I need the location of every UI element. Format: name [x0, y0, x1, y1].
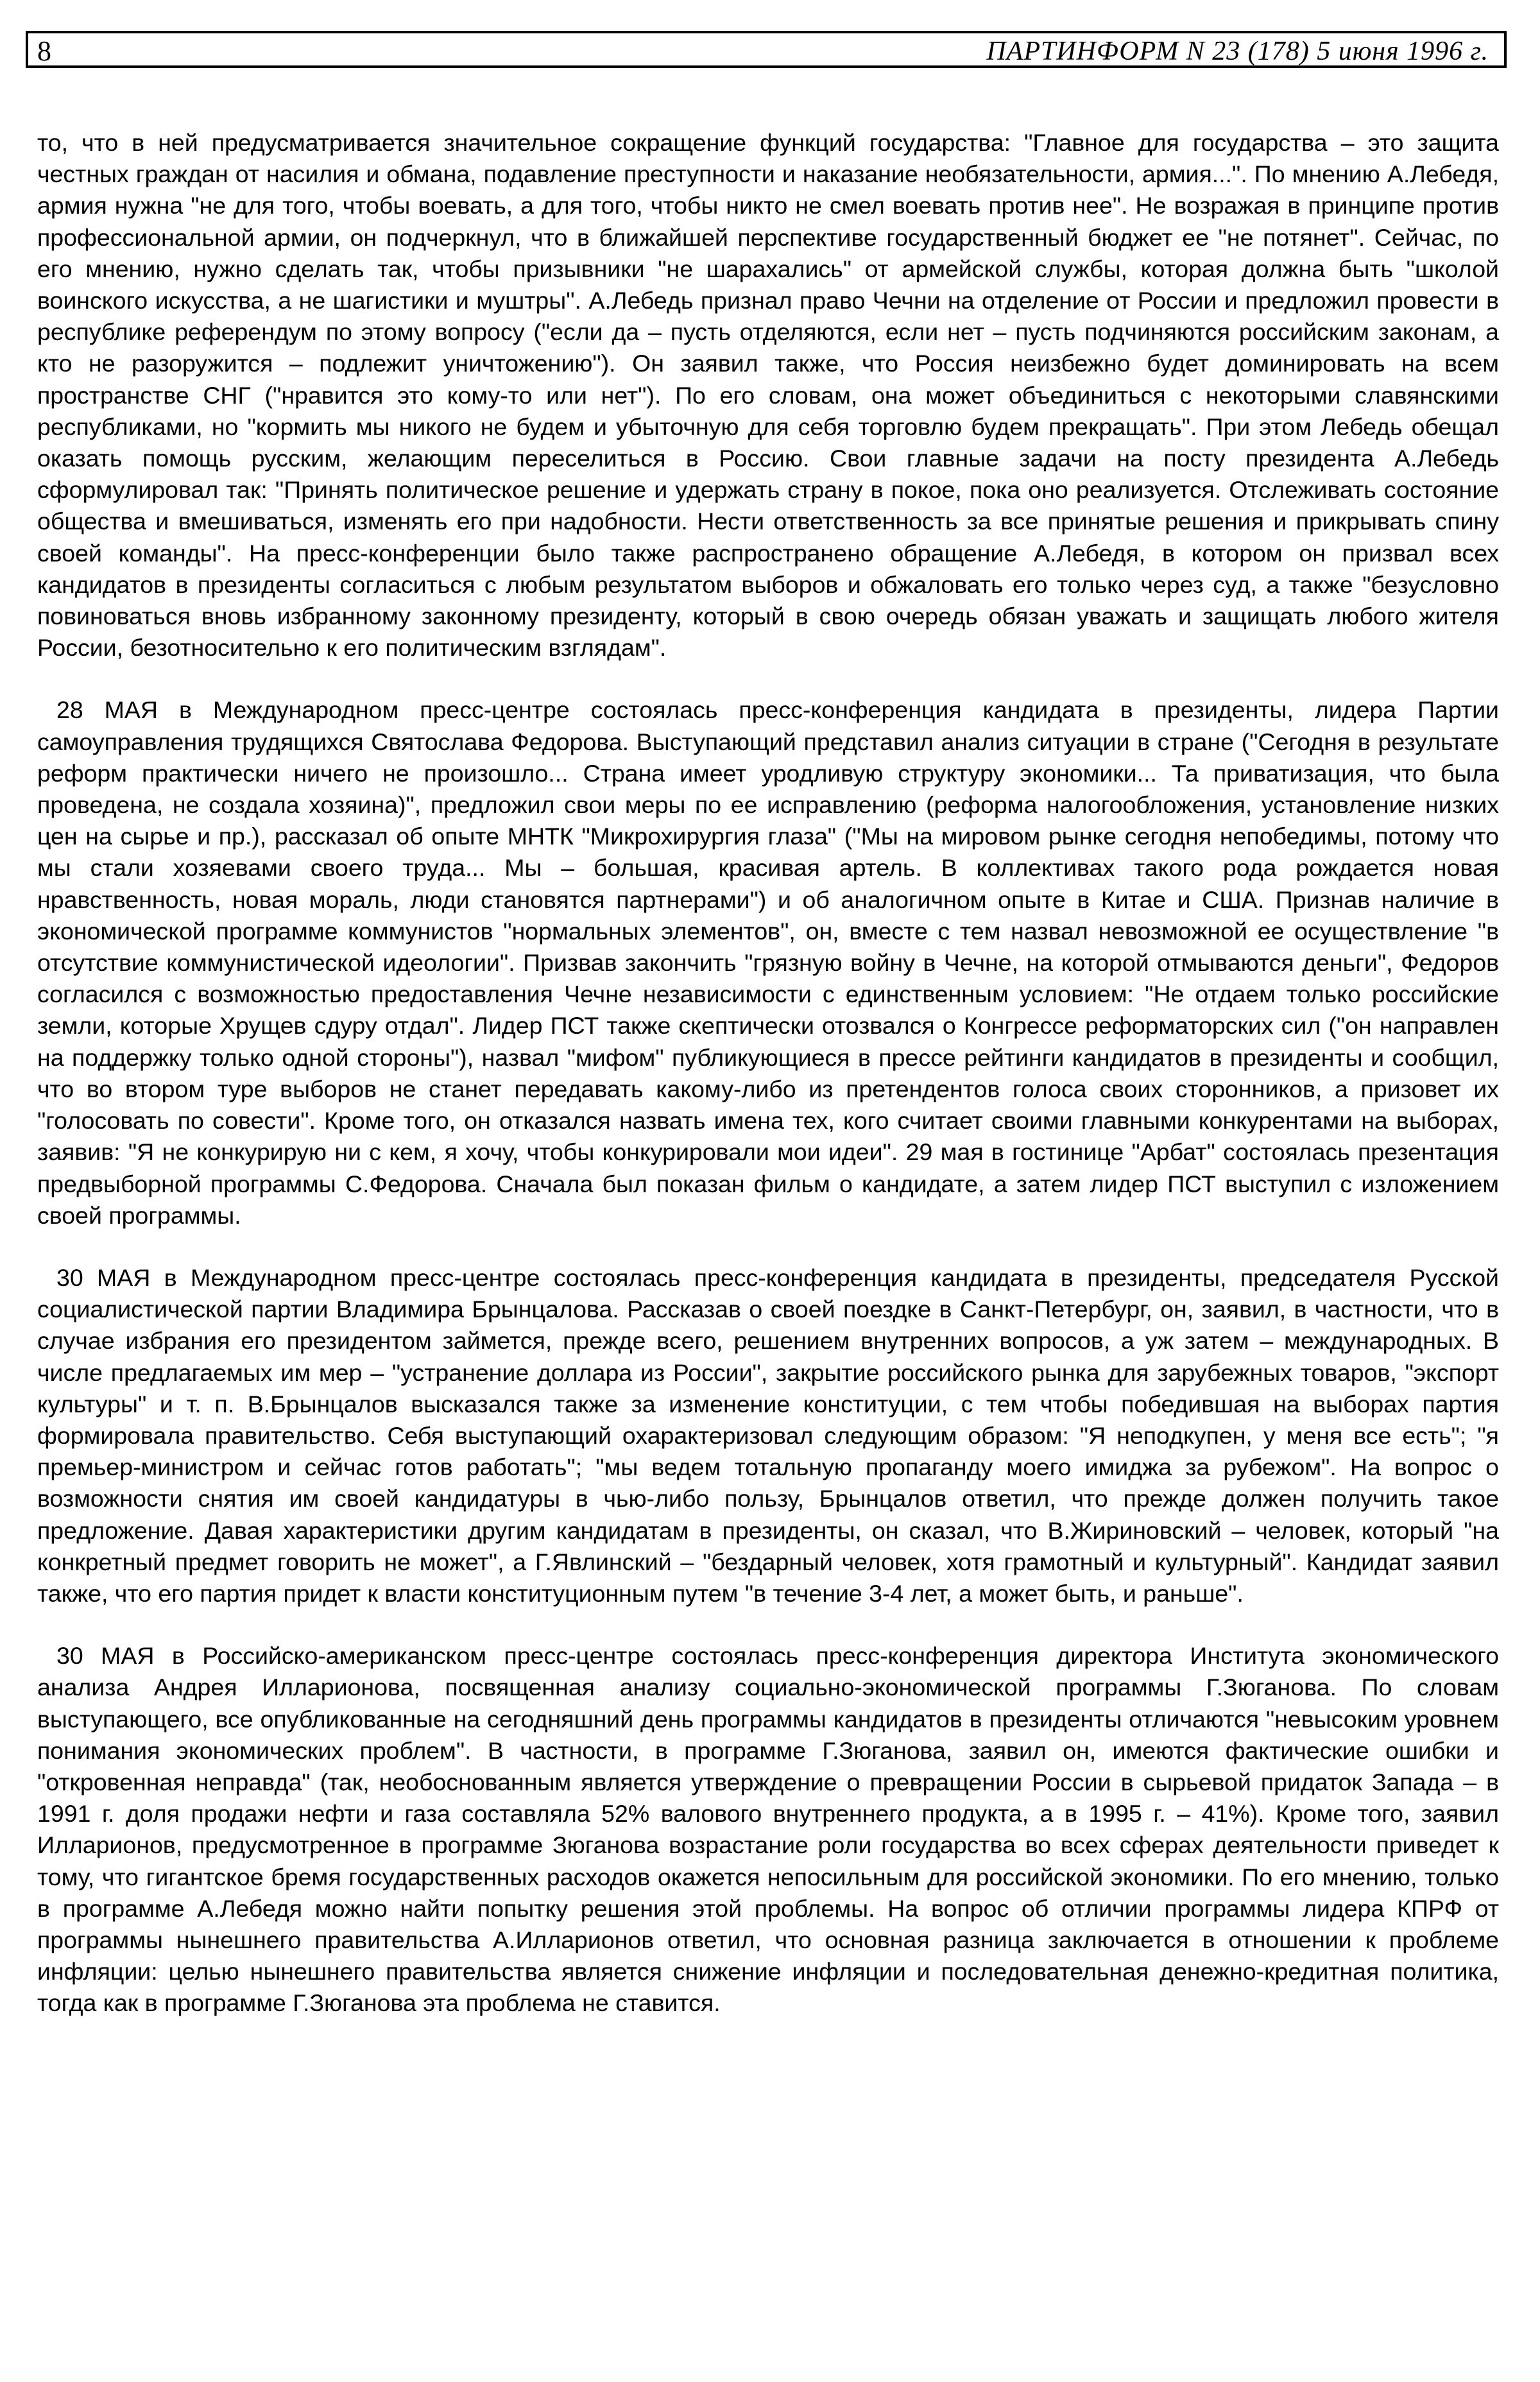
paragraph-lebed-continued: то, что в ней предусматривается значительное сокращение функций государства: "Главное для государства – это защита честных граждан от насилия и обмана, подавление преступности и наказание необязательности, армия...". По мнению А.Лебедя, армия нужна "не для того, чтобы воевать, а для того, чтобы никто не смел воевать против нее". Не возражая в принципе против профессиональной армии, он подчеркнул, что в ближайшей перспективе государственный бюджет ее "не потянет". Сейчас, по его мнению, нужно сделать так, чтобы призывники "не шарахались" от армейской службы, которая должна быть "школой воинского искусства, а не шагистики и муштры". А.Лебедь признал право Чечни на отделение от России и предложил провести в республике референдум по этому вопросу ("если да – пусть отделяются, если нет – пусть подчиняются российским законам, а кто не разоружится – подлежит уничтожению"). Он заявил также, что Россия неизбежно будет доминировать на всем пространстве СНГ ("нравится это кому-то или нет"). По его словам, она может объединиться с некоторыми славянскими республиками, но "кормить мы никого не будем и убыточную для себя торговлю будем прекращать". При этом Лебедь обещал оказать помощь русским, желающим переселиться в Россию. Свои главные задачи на посту президента А.Лебедь сформулировал так: "Принять политическое решение и удержать страну в покое, пока оно реализуется. Отслеживать состояние общества и вмешиваться, изменять его при надобности. Нести ответственность за все принятые решения и прикрывать спину своей команды". На пресс-конференции было также распространено обращение А.Лебедя, в котором он призвал всех кандидатов в президенты согласиться с любым результатом выборов и обжаловать его только через суд, а также "безусловно повиноваться вновь избранному законному президенту, который в свою очередь обязан уважать и защищать любого жителя России, безотносительно к его политическим взглядам".: [37, 129, 1499, 662]
paragraph-illarionov: 30 МАЯ в Российско-американском пресс-центре состоялась пресс-конференция директора Института экономического анализа Андрея Илларионова, посвященная анализу социально-экономической программы Г.Зюганова. По словам выступающего, все опубликованные на сегодняшний день программы кандидатов в президенты отличаются "невысоким уровнем понимания экономических проблем". В частности, в программе Г.Зюганова, заявил он, имеются фактические ошибки и "откровенная неправда" (так, необоснованным является утверждение о превращении России в сырьевой придаток Запада – в 1991 г. доля продажи нефти и газа составляла 52% валового внутреннего продукта, а в 1995 г. – 41%). Кроме того, заявил Илларионов, предусмотренное в программе Зюганова возрастание роли государства во всех сферах деятельности приведет к тому, что гигантское бремя государственных расходов окажется непосильным для российской экономики. По его мнению, только в программе А.Лебедя можно найти попытку решения этой проблемы. На вопрос об отличии программы лидера КПРФ от программы нынешнего правительства А.Илларионов ответил, что основная разница заключается в отношении к проблеме инфляции: целью нынешнего правительства является снижение инфляции и последовательная денежно-кредитная политика, тогда как в программе Г.Зюганова эта проблема не ставится.: [37, 1642, 1499, 2017]
publication-title: ПАРТИНФОРМ N 23 (178) 5 июня 1996 г.: [986, 37, 1489, 66]
page-number: 8: [37, 35, 51, 67]
page-header: [26, 31, 1507, 68]
paragraph-bryntsalov: 30 МАЯ в Международном пресс-центре состоялась пресс-конференция кандидата в президенты, председателя Русской социалистической партии Владимира Брынцалова. Рассказав о своей поездке в Санкт-Петербург, он, заявил, в частности, что в случае избрания его президентом займется, прежде всего, решением внутренних вопросов, а уж затем – международных. В числе предлагаемых им мер – "устранение доллара из России", закрытие российского рынка для зарубежных товаров, "экспорт культуры" и т. п. В.Брынцалов высказался также за изменение конституции, с тем чтобы победившая на выборах партия формировала правительство. Себя выступающий охарактеризовал следующим образом: "Я неподкупен, у меня все есть"; "я премьер-министром и сейчас готов работать"; "мы ведем тотальную пропаганду моего имиджа за рубежом". На вопрос о возможности снятия им своей кандидатуры в чью-либо пользу, Брынцалов ответил, что прежде должен получить такое предложение. Давая характеристики другим кандидатам в президенты, он сказал, что В.Жириновский – человек, который "на конкретный предмет говорить не может", а Г.Явлинский – "бездарный человек, хотя грамотный и культурный". Кандидат заявил также, что его партия придет к власти конституционным путем "в течение 3-4 лет, а может быть, и раньше".: [37, 1264, 1499, 1607]
article-body: [37, 127, 1499, 2019]
paragraph-fedorov: 28 МАЯ в Международном пресс-центре состоялась пресс-конференция кандидата в президенты, лидера Партии самоуправления трудящихся Святослава Федорова. Выступающий представил анализ ситуации в стране ("Сегодня в результате реформ практически ничего не произошло... Страна имеет уродливую структуру экономики... Та приватизация, что была проведена, не создала хозяина)", предложил свои меры по ее исправлению (реформа налогообложения, установление низких цен на сырье и пр.), рассказал об опыте МНТК "Микрохирургия глаза" ("Мы на мировом рынке сегодня непобедимы, потому что мы стали хозяевами своего труда... Мы – большая, красивая артель. В коллективах такого рода рождается новая нравственность, новая мораль, люди становятся партнерами") и об аналогичном опыте в Китае и США. Признав наличие в экономической программе коммунистов "нормальных элементов", он, вместе с тем назвал невозможной ее осуществление "в отсутствие коммунистической идеологии". Призвав закончить "грязную войну в Чечне, на которой отмываются деньги", Федоров согласился с возможностью предоставления Чечне независимости с единственным условием: "Не отдаем только российские земли, которые Хрущев сдуру отдал". Лидер ПСТ также скептически отозвался о Конгрессе реформаторских сил ("он направлен на поддержку только одной стороны"), назвал "мифом" публикующиеся в прессе рейтинги кандидатов в президенты и сообщил, что во втором туре выборов не станет передавать какому-либо из претендентов голоса своих сторонников, а призовет их "голосовать по совести". Кроме того, он отказался назвать имена тех, кого считает своими главными конкурентами на выборах, заявив: "Я не конкурирую ни с кем, я хочу, чтобы конкурировали мои идеи". 29 мая в гостинице "Арбат" состоялась презентация предвыборной программы С.Федорова. Сначала был показан фильм о кандидате, а затем лидер ПСТ выступил с изложением своей программы.: [37, 696, 1499, 1229]
